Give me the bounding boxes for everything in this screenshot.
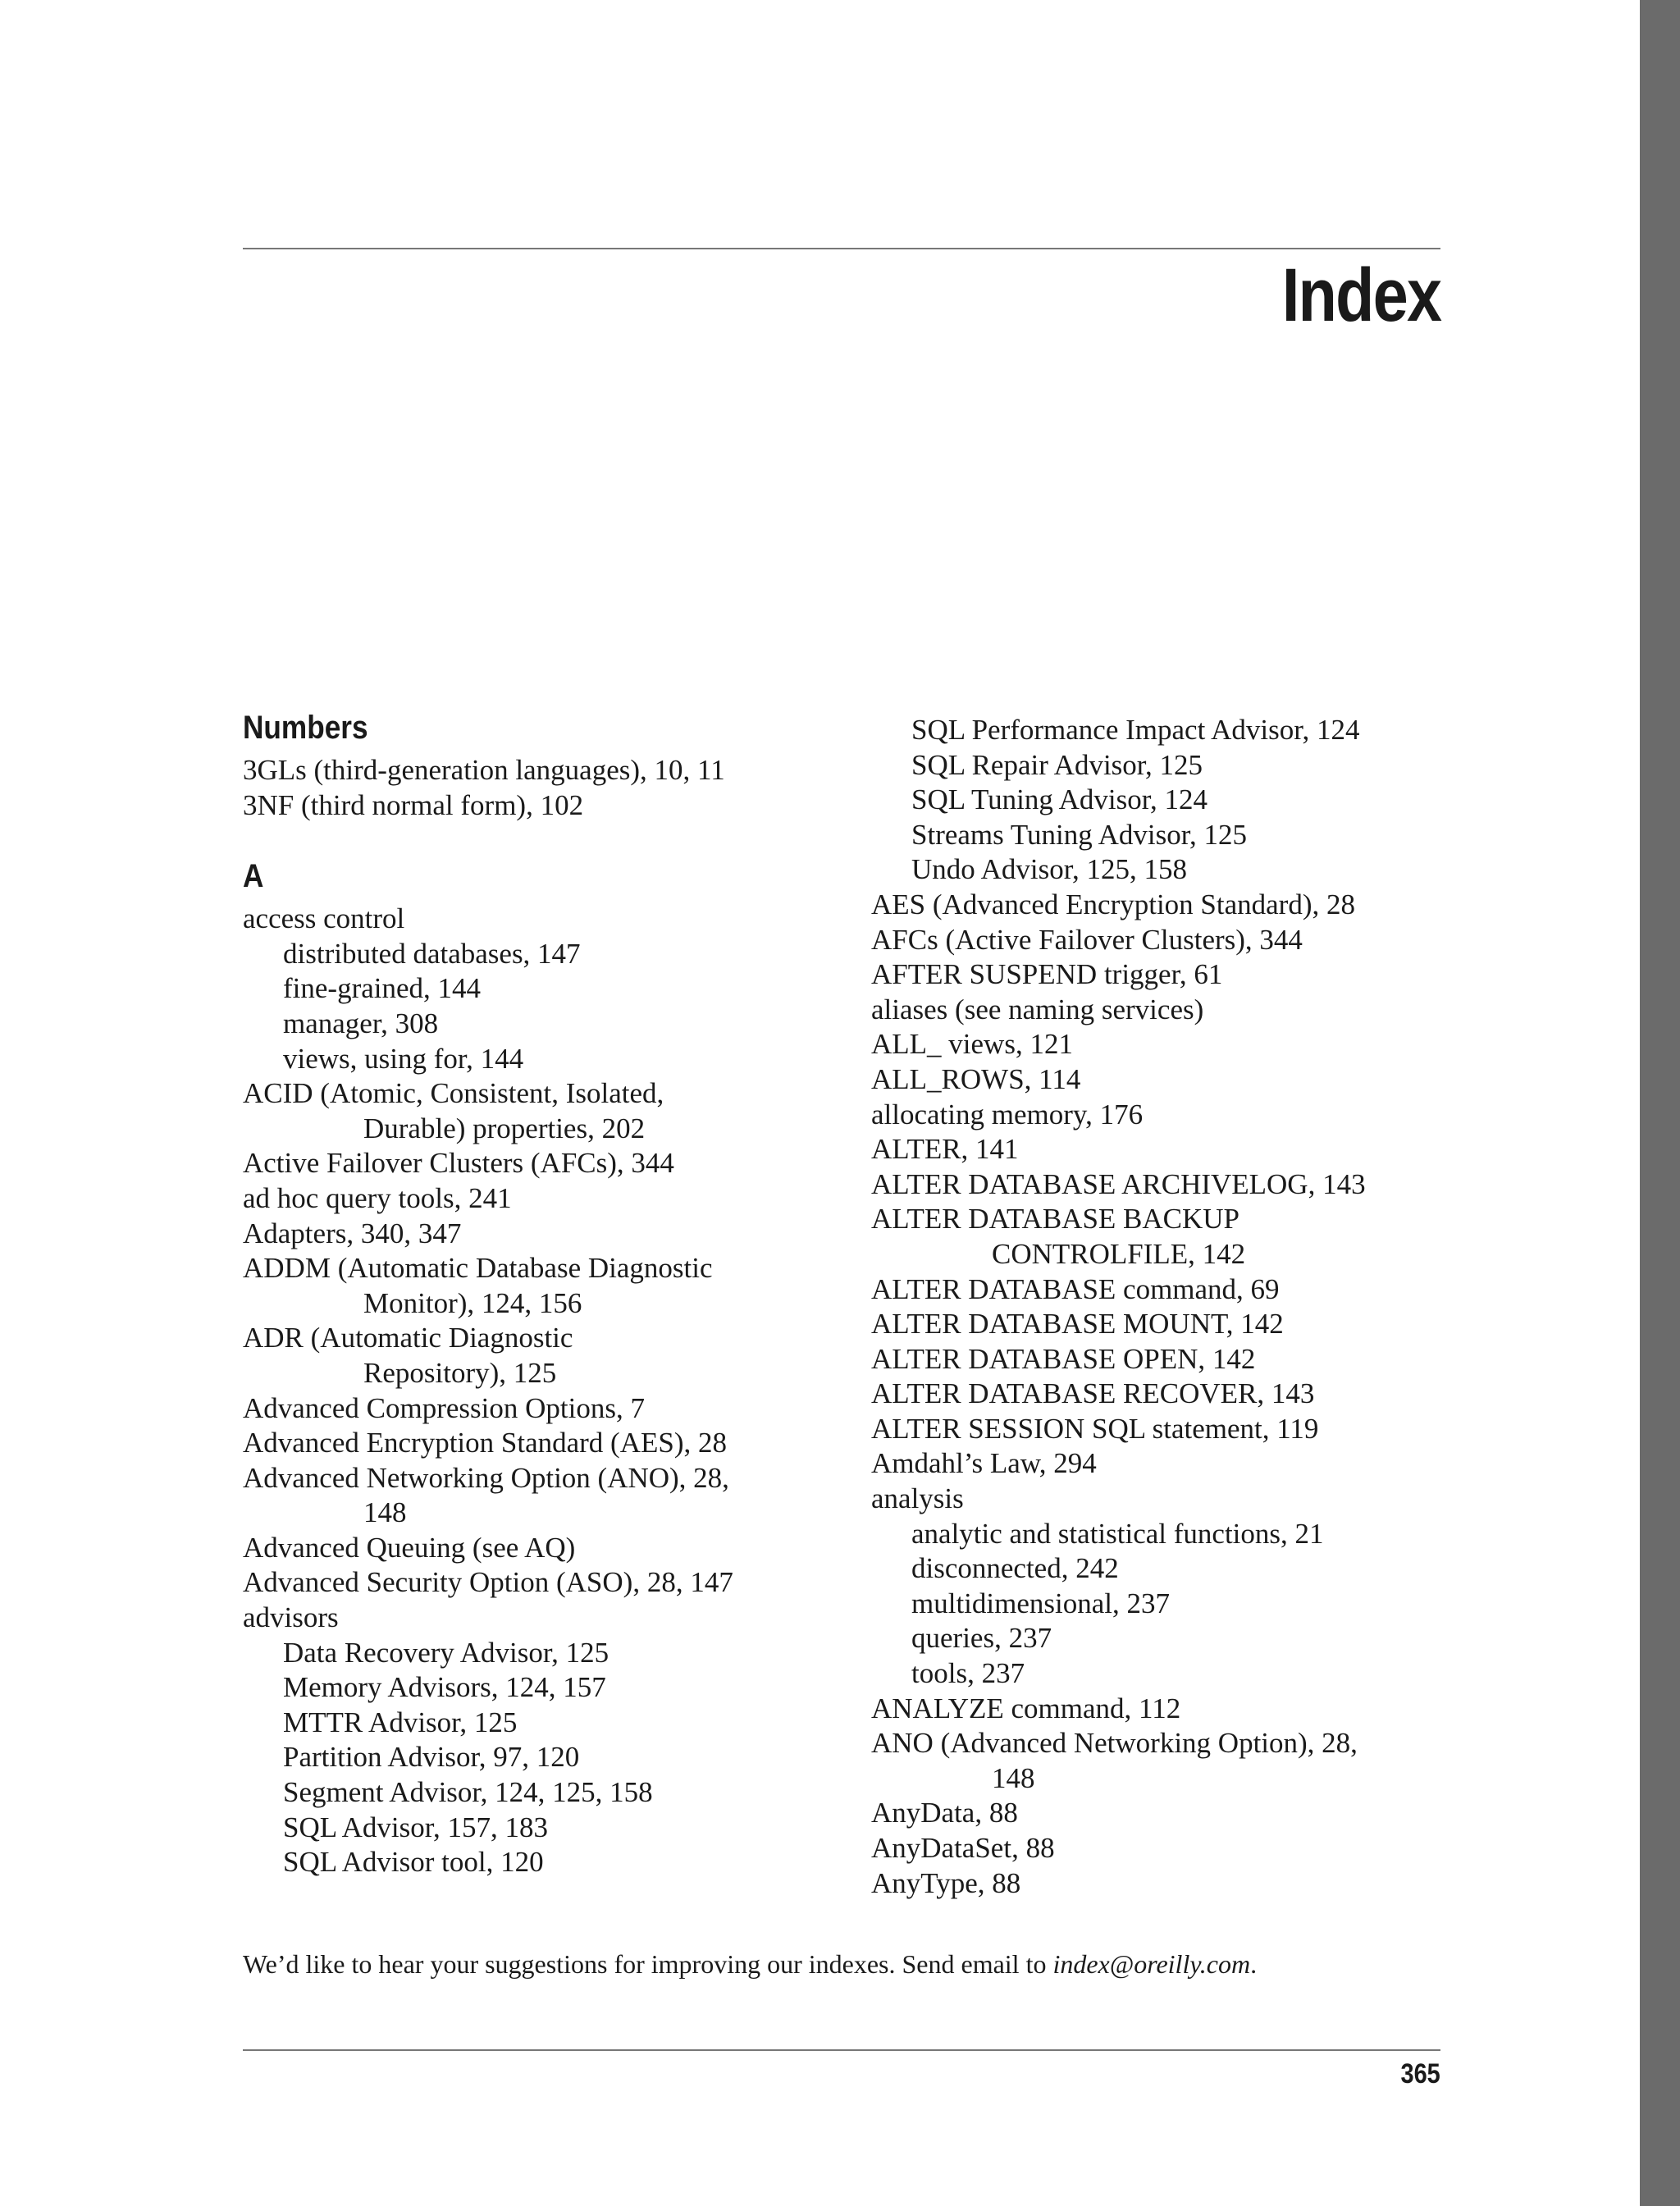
index-subentry: SQL Repair Advisor, 125 — [911, 748, 1203, 781]
index-entry: ALTER DATABASE command, 69 — [871, 1272, 1280, 1305]
index-entry-continuation: Monitor), 124, 156 — [363, 1286, 582, 1319]
index-entry-continuation: Repository), 125 — [363, 1356, 557, 1389]
index-entry: ALTER DATABASE ARCHIVELOG, 143 — [871, 1167, 1366, 1200]
index-entry: ALTER SESSION SQL statement, 119 — [871, 1412, 1319, 1445]
feedback-email: index@oreilly.com — [1052, 1949, 1251, 1979]
index-entry-continuation: 148 — [363, 1496, 407, 1529]
index-entry: ANO (Advanced Networking Option), 28, — [871, 1727, 1358, 1760]
index-subentry: SQL Advisor tool, 120 — [283, 1846, 544, 1879]
index-entry-continuation: Durable) properties, 202 — [363, 1112, 646, 1144]
index-subentry: analytic and statistical functions, 21 — [911, 1517, 1324, 1550]
index-entry: ANALYZE command, 112 — [871, 1692, 1181, 1724]
index-subentry: tools, 237 — [911, 1657, 1025, 1690]
index-entry: ALTER, 141 — [871, 1133, 1019, 1166]
index-entry: ALTER DATABASE MOUNT, 142 — [871, 1308, 1284, 1340]
index-entry: Adapters, 340, 347 — [243, 1217, 462, 1249]
index-column-right — [871, 713, 1445, 1901]
index-entry: advisors — [243, 1601, 339, 1634]
section-heading-a: A — [243, 858, 264, 895]
page-title: Index — [1281, 253, 1440, 337]
index-entry: ADDM (Automatic Database Diagnostic — [243, 1252, 713, 1285]
index-entry: analysis — [871, 1482, 964, 1515]
index-entry: 3GLs (third-generation languages), 10, 11 — [243, 754, 725, 786]
index-entry: 3NF (third normal form), 102 — [243, 788, 584, 821]
index-entry: allocating memory, 176 — [871, 1098, 1144, 1130]
index-entry-continuation: CONTROLFILE, 142 — [992, 1237, 1246, 1270]
index-subentry: MTTR Advisor, 125 — [283, 1706, 518, 1738]
index-subentry: manager, 308 — [283, 1007, 439, 1039]
index-subentry: views, using for, 144 — [283, 1042, 524, 1075]
feedback-note — [243, 1947, 1257, 1981]
index-entry: AnyDataSet, 88 — [871, 1832, 1055, 1864]
index-subentry: disconnected, 242 — [911, 1552, 1119, 1585]
index-subentry: distributed databases, 147 — [283, 937, 581, 970]
index-entry: Amdahl’s Law, 294 — [871, 1447, 1097, 1480]
index-subentry: queries, 237 — [911, 1622, 1052, 1655]
index-subentry: fine-grained, 144 — [283, 972, 482, 1005]
index-subentry: Data Recovery Advisor, 125 — [283, 1636, 609, 1669]
index-entry: ALL_ views, 121 — [871, 1028, 1073, 1061]
index-subentry: SQL Performance Impact Advisor, 124 — [911, 714, 1360, 746]
bottom-rule — [243, 2049, 1440, 2051]
index-subentry: Streams Tuning Advisor, 125 — [911, 818, 1247, 851]
page-edge-strip — [1640, 0, 1680, 2206]
page-number: 365 — [1400, 2058, 1440, 2090]
feedback-note-text: We’d like to hear your suggestions for improving our indexes. Send email to — [243, 1949, 1053, 1979]
index-entry: access control — [243, 902, 405, 935]
index-entry: AnyType, 88 — [871, 1866, 1021, 1899]
index-entry: ADR (Automatic Diagnostic — [243, 1322, 573, 1354]
index-entry-continuation: 148 — [992, 1761, 1035, 1794]
top-rule — [243, 248, 1440, 249]
index-subentry: multidimensional, 237 — [911, 1587, 1170, 1619]
index-entry: Advanced Queuing (see AQ) — [243, 1531, 576, 1564]
index-entry: Advanced Security Option (ASO), 28, 147 — [243, 1566, 733, 1599]
index-entry: ALTER DATABASE BACKUP — [871, 1203, 1240, 1235]
index-entry: Advanced Compression Options, 7 — [243, 1391, 645, 1424]
index-entry: AnyData, 88 — [871, 1797, 1018, 1829]
index-entry: AFCs (Active Failover Clusters), 344 — [871, 923, 1303, 956]
section-spacer — [243, 823, 817, 859]
index-subentry: SQL Advisor, 157, 183 — [283, 1811, 549, 1843]
index-entry: ALTER DATABASE OPEN, 142 — [871, 1342, 1256, 1375]
index-subentry: Segment Advisor, 124, 125, 158 — [283, 1776, 653, 1809]
index-entry: Advanced Encryption Standard (AES), 28 — [243, 1427, 727, 1459]
feedback-note-period: . — [1250, 1949, 1258, 1979]
index-entry: ad hoc query tools, 241 — [243, 1181, 512, 1214]
index-entry: AES (Advanced Encryption Standard), 28 — [871, 888, 1355, 920]
index-entry: ALTER DATABASE RECOVER, 143 — [871, 1377, 1315, 1410]
index-subentry: Partition Advisor, 97, 120 — [283, 1741, 580, 1774]
index-entry: Active Failover Clusters (AFCs), 344 — [243, 1147, 674, 1180]
index-entry: Advanced Networking Option (ANO), 28, — [243, 1461, 729, 1494]
index-entry: aliases (see naming services) — [871, 993, 1204, 1025]
index-subentry: Memory Advisors, 124, 157 — [283, 1671, 606, 1704]
index-subentry: Undo Advisor, 125, 158 — [911, 853, 1187, 886]
index-entry: ALL_ROWS, 114 — [871, 1062, 1081, 1095]
section-heading-numbers: Numbers — [243, 710, 368, 746]
index-column-left — [243, 710, 817, 1880]
index-subentry: SQL Tuning Advisor, 124 — [911, 783, 1208, 816]
index-entry: ACID (Atomic, Consistent, Isolated, — [243, 1077, 664, 1110]
index-entry: AFTER SUSPEND trigger, 61 — [871, 958, 1223, 991]
